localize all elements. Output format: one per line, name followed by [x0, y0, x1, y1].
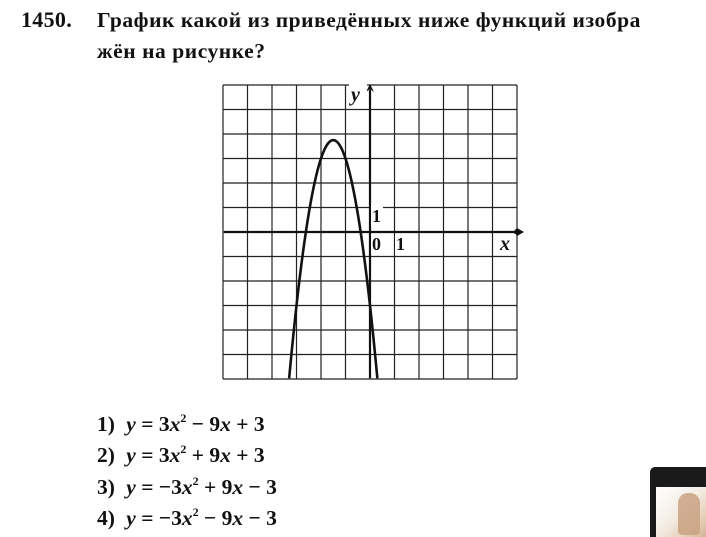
- answer-option-3: [97, 472, 277, 503]
- y-unit-label: 1: [372, 206, 381, 226]
- option-x: x: [181, 505, 193, 530]
- video-thumbnail[interactable]: [650, 467, 706, 537]
- x-axis-label: x: [500, 233, 510, 255]
- function-graph: [215, 78, 527, 386]
- question-text-line-1: График какой из приведённых ниже функций изобра: [97, 8, 641, 32]
- option-x: x: [220, 412, 231, 436]
- answer-options: [97, 409, 277, 534]
- origin-label: 0: [372, 234, 381, 254]
- option-equals: =: [141, 443, 154, 468]
- option-coefficient: 3: [158, 412, 170, 436]
- option-equals: =: [141, 474, 154, 499]
- option-coefficient: −3: [158, 505, 182, 530]
- option-number: 2): [97, 443, 115, 468]
- option-coefficient: −3: [158, 474, 182, 499]
- answer-option-1: [97, 409, 277, 440]
- option-x: x: [181, 474, 193, 499]
- option-number: 1): [97, 412, 115, 436]
- option-y: y: [126, 505, 136, 530]
- option-x: x: [232, 474, 244, 499]
- option-equals: =: [141, 412, 154, 436]
- x-unit-label: 1: [396, 234, 405, 254]
- option-linear-coef: + 9: [204, 474, 233, 499]
- y-axis-label: y: [351, 84, 360, 106]
- option-constant: − 3: [248, 474, 277, 499]
- option-y: y: [126, 474, 136, 499]
- thumbnail-figure: [678, 493, 700, 535]
- option-linear-coef: − 9: [204, 505, 233, 530]
- option-x: x: [220, 443, 231, 468]
- option-x: x: [169, 443, 181, 468]
- question-text-line-2: жён на рисунке?: [97, 39, 266, 63]
- option-constant: + 3: [236, 443, 265, 468]
- option-constant: + 3: [236, 412, 265, 436]
- option-equals: =: [141, 505, 154, 530]
- option-exponent: 2: [192, 504, 199, 519]
- option-y: y: [126, 443, 136, 468]
- problem-number: 1450.: [21, 7, 72, 32]
- option-y: y: [126, 412, 136, 436]
- option-linear-coef: + 9: [191, 443, 221, 468]
- option-exponent: 2: [180, 442, 187, 457]
- parabola-curve: [289, 140, 377, 378]
- option-linear-coef: − 9: [191, 412, 221, 436]
- option-number: 3): [97, 474, 115, 499]
- option-exponent: 2: [180, 411, 187, 425]
- answer-option-4: [97, 503, 277, 534]
- answer-option-2: [97, 440, 277, 471]
- option-x: x: [169, 412, 181, 436]
- option-x: x: [232, 505, 244, 530]
- option-coefficient: 3: [158, 443, 170, 468]
- option-exponent: 2: [192, 473, 199, 488]
- option-constant: − 3: [248, 505, 277, 530]
- option-number: 4): [97, 505, 115, 530]
